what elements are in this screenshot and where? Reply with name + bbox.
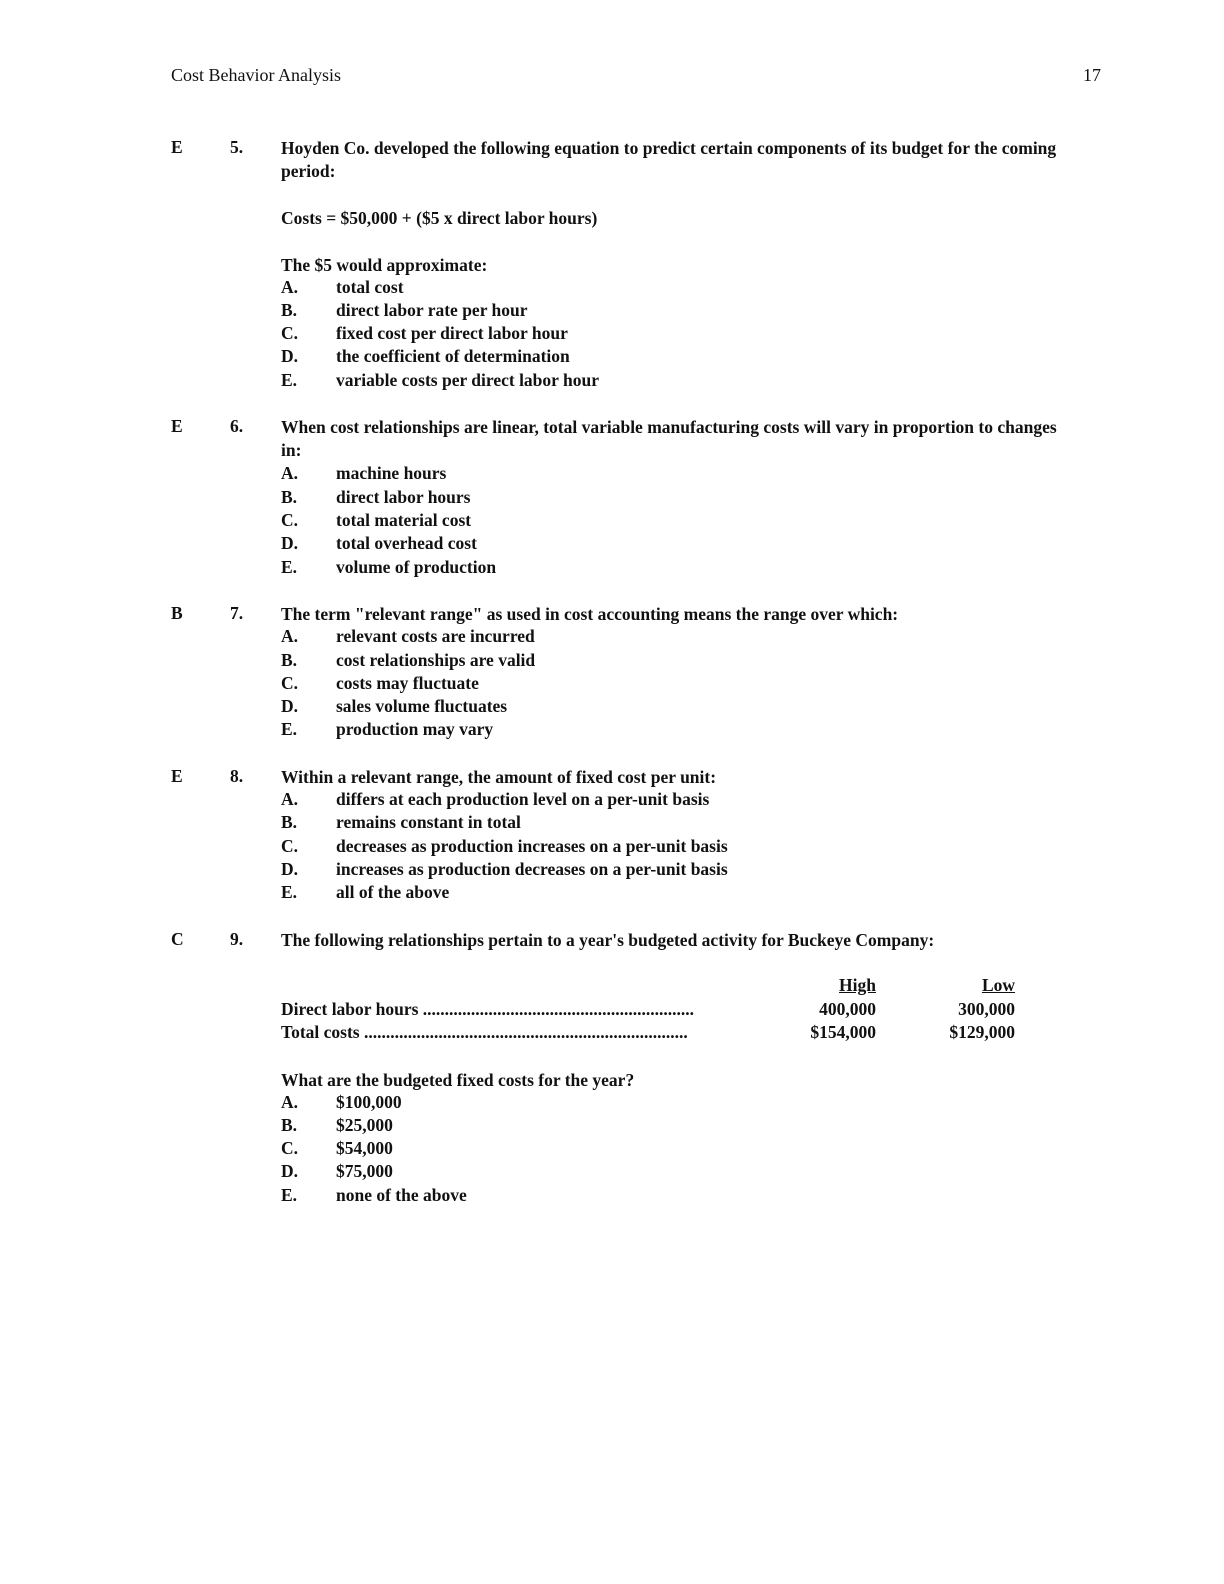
option-letter: B. — [281, 487, 298, 507]
option-letter: B. — [281, 650, 298, 670]
option-text: costs may fluctuate — [336, 673, 479, 693]
table-cell-low: $129,000 — [949, 1022, 1015, 1042]
option-letter: B. — [281, 812, 298, 832]
option-text: total cost — [336, 277, 404, 297]
option-text: sales volume fluctuates — [336, 696, 508, 716]
option-text: production may vary — [336, 719, 494, 739]
option-letter: E. — [281, 719, 298, 739]
question-prompt: What are the budgeted fixed costs for the year? — [281, 1070, 635, 1090]
option-text: fixed cost per direct labor hour — [336, 323, 568, 343]
question-stem: Within a relevant range, the amount of fixed cost per unit: — [281, 767, 717, 787]
question-stem: The term "relevant range" as used in cost accounting means the range over which: — [281, 604, 899, 624]
option-letter: E. — [281, 1185, 298, 1205]
option-letter: E. — [281, 557, 298, 577]
option-letter: E. — [281, 882, 298, 902]
question-stem: The following relationships pertain to a year's budgeted activity for Buckeye Company: — [281, 930, 935, 950]
question-number: 5. — [230, 137, 244, 157]
option-text: $100,000 — [336, 1092, 402, 1112]
question-number: 7. — [230, 603, 244, 623]
option-letter: C. — [281, 1138, 299, 1158]
option-text: variable costs per direct labor hour — [336, 370, 599, 390]
table-row-label: Direct labor hours .............................................................. — [281, 999, 695, 1019]
table-cell-low: 300,000 — [958, 999, 1015, 1019]
option-letter: C. — [281, 836, 299, 856]
option-letter: A. — [281, 1092, 299, 1112]
answer-key: E — [171, 137, 183, 157]
cost-equation: Costs = $50,000 + ($5 x direct labor hours) — [281, 208, 598, 228]
answer-key: E — [171, 416, 183, 436]
question-number: 8. — [230, 766, 244, 786]
running-header-title: Cost Behavior Analysis — [171, 65, 341, 85]
option-text: machine hours — [336, 463, 447, 483]
column-header-low: Low — [981, 975, 1015, 995]
table-row-label: Total costs .......................................................................... — [281, 1022, 688, 1042]
column-header-high: High — [839, 975, 876, 995]
page-number: 17 — [1083, 65, 1101, 85]
option-text: relevant costs are incurred — [336, 626, 535, 646]
option-text: $75,000 — [336, 1161, 393, 1181]
question-number: 6. — [230, 416, 244, 436]
option-letter: A. — [281, 277, 299, 297]
option-text: total overhead cost — [336, 533, 477, 553]
option-letter: D. — [281, 859, 299, 879]
option-letter: A. — [281, 789, 299, 809]
option-text: cost relationships are valid — [336, 650, 536, 670]
option-text: total material cost — [336, 510, 472, 530]
option-text: none of the above — [336, 1185, 467, 1205]
option-text: all of the above — [336, 882, 450, 902]
answer-key: E — [171, 766, 183, 786]
option-text: direct labor rate per hour — [336, 300, 528, 320]
table-cell-high: $154,000 — [810, 1022, 876, 1042]
question-stem: Hoyden Co. developed the following equation to predict certain components of its budget for the coming period: — [281, 138, 1057, 181]
option-letter: A. — [281, 463, 299, 483]
question-prompt: The $5 would approximate: — [281, 255, 488, 275]
option-text: the coefficient of determination — [336, 346, 570, 366]
option-letter: D. — [281, 346, 299, 366]
option-text: decreases as production increases on a per-unit basis — [336, 836, 728, 856]
option-text: $54,000 — [336, 1138, 393, 1158]
option-text: differs at each production level on a per-unit basis — [336, 789, 710, 809]
option-text: direct labor hours — [336, 487, 471, 507]
option-letter: E. — [281, 370, 298, 390]
table-cell-high: 400,000 — [819, 999, 876, 1019]
option-letter: C. — [281, 510, 299, 530]
answer-key: B — [171, 603, 183, 623]
option-text: increases as production decreases on a per-unit basis — [336, 859, 728, 879]
option-letter: B. — [281, 1115, 298, 1135]
option-letter: B. — [281, 300, 298, 320]
option-letter: C. — [281, 323, 299, 343]
option-text: remains constant in total — [336, 812, 521, 832]
option-text: volume of production — [336, 557, 497, 577]
question-stem: When cost relationships are linear, total variable manufacturing costs will vary in proportion to changes in: — [281, 417, 1057, 460]
option-letter: D. — [281, 696, 299, 716]
option-letter: A. — [281, 626, 299, 646]
option-letter: C. — [281, 673, 299, 693]
question-number: 9. — [230, 929, 244, 949]
option-letter: D. — [281, 1161, 299, 1181]
answer-key: C — [171, 929, 184, 949]
option-text: $25,000 — [336, 1115, 393, 1135]
option-letter: D. — [281, 533, 299, 553]
